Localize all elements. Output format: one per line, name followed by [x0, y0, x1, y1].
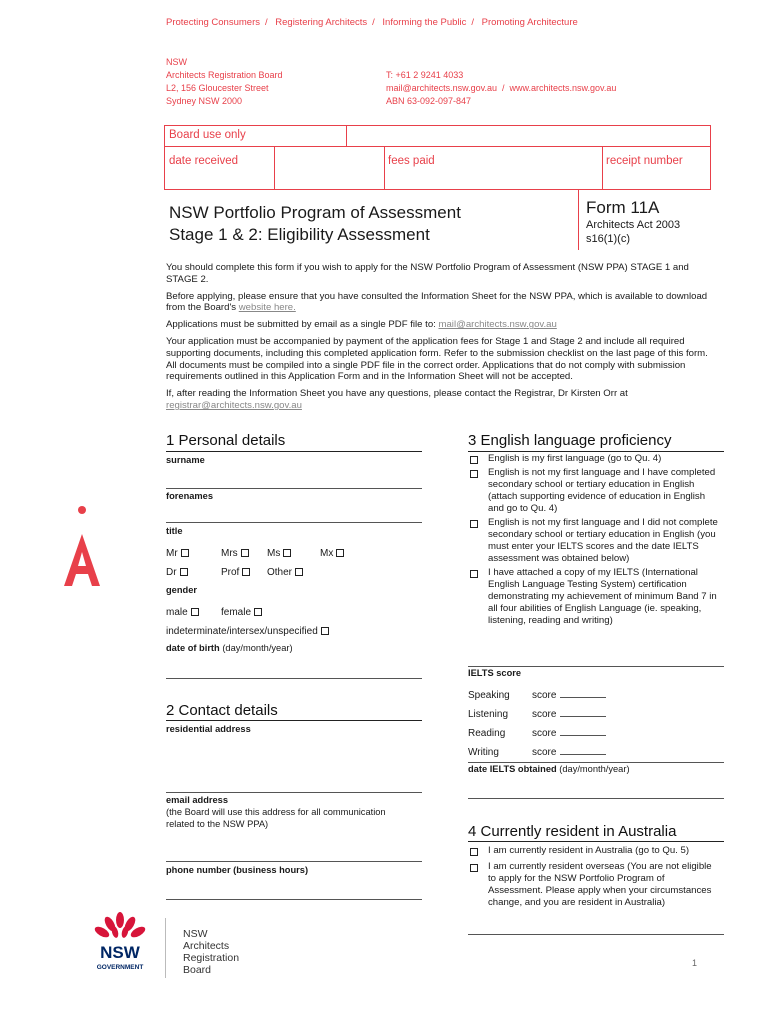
email-web: mail@architects.nsw.gov.au / www.architects.nsw.gov.au — [386, 83, 617, 93]
fees-paid-label: fees paid — [388, 155, 435, 167]
dob-field[interactable] — [166, 678, 422, 679]
title-divider — [578, 190, 579, 250]
forenames-field[interactable] — [166, 522, 422, 523]
nav-item: Promoting Architecture — [481, 17, 578, 28]
date-received-label: date received — [169, 155, 239, 167]
surname-label: surname — [166, 455, 205, 465]
gender-female-option[interactable]: female — [221, 607, 262, 618]
title-option-mx[interactable]: Mx — [320, 548, 344, 559]
score-input-speaking[interactable]: score — [532, 690, 606, 701]
registrar-link[interactable]: registrar@architects.nsw.gov.au — [166, 399, 302, 411]
phone: T: +61 2 9241 4033 — [386, 70, 464, 80]
nav-item: Protecting Consumers — [166, 17, 260, 28]
board-use-table — [164, 125, 711, 190]
mail-link[interactable]: mail@architects.nsw.gov.au — [438, 319, 557, 331]
board-use-label: Board use only — [169, 129, 246, 141]
receipt-number-label: receipt number — [606, 155, 683, 167]
title-option-prof[interactable]: Prof — [221, 567, 250, 578]
surname-field[interactable] — [166, 488, 422, 489]
nav-item: Registering Architects — [275, 17, 368, 28]
nsw-government-logo-icon — [88, 910, 152, 979]
email-field[interactable] — [166, 861, 422, 862]
abn: ABN 63-092-097-847 — [386, 96, 472, 106]
residential-address-label: residential address — [166, 724, 251, 734]
resident-option[interactable]: I am currently resident in Australia (go to Qu. 5) — [470, 845, 720, 857]
ielts-date-field[interactable] — [468, 798, 724, 799]
phone-field[interactable] — [166, 899, 422, 900]
score-input-reading[interactable]: score — [532, 728, 606, 739]
email-label: email address — [166, 795, 229, 805]
email-note: (the Board will use this address for all communication related to the NSW PPA) — [166, 807, 386, 829]
english-option[interactable]: English is not my first language and I did not complete secondary school or tertiary education in English (you must enter your IELTS scores and the date IELTS assessment was obtained below) — [470, 517, 720, 565]
title-option-dr[interactable]: Dr — [166, 567, 188, 578]
section-personal-heading: 1 Personal details — [166, 432, 286, 449]
forenames-label: forenames — [166, 491, 214, 501]
title-label: title — [166, 526, 183, 536]
logo-word: NSW — [100, 943, 140, 962]
title-option-mrs[interactable]: Mrs — [221, 548, 249, 559]
logo-sub: GOVERNMENT — [96, 964, 144, 971]
gender-indeterminate-option[interactable]: indeterminate/intersex/unspecified — [166, 626, 329, 637]
nav-item: Informing the Public — [382, 17, 467, 28]
title-option-other[interactable]: Other — [267, 567, 303, 578]
resident-options — [470, 845, 720, 911]
title-option-mr[interactable]: Mr — [166, 548, 189, 559]
score-row-speaking: Speaking — [468, 690, 510, 701]
ielts-score-label: IELTS score — [468, 668, 522, 678]
form-title: NSW Portfolio Program of Assessment Stage 1 & 2: Eligibility Assessment — [169, 203, 461, 244]
page-number: 1 — [692, 958, 698, 968]
header-nav: Protecting Consumers / Registering Architects / Informing the Public / Promoting Architecture — [166, 17, 578, 28]
section-english-heading: 3 English language proficiency — [468, 432, 672, 449]
website-link[interactable]: website here. — [238, 302, 296, 314]
arb-logo-icon — [58, 500, 106, 595]
form-number: Form 11A Architects Act 2003 s16(1)(c) — [586, 198, 681, 245]
title-option-ms[interactable]: Ms — [267, 548, 291, 559]
score-input-listening[interactable]: score — [532, 709, 606, 720]
resident-option[interactable]: I am currently resident overseas (You are not eligible to apply for the NSW Portfolio Program of Assessment. Please apply when your circumstances change, and you are resident in Australia) — [470, 861, 720, 909]
gender-male-option[interactable]: male — [166, 607, 199, 618]
english-options — [470, 453, 720, 629]
residential-address-field[interactable] — [166, 792, 422, 793]
score-row-reading: Reading — [468, 728, 506, 739]
dob-label: date of birth (day/month/year) — [166, 643, 293, 653]
footer-org: NSW Architects Registration Board — [183, 928, 240, 976]
org-address: NSW Architects Registration Board L2, 156 Gloucester Street Sydney NSW 2000 — [166, 57, 283, 106]
section-resident-heading: 4 Currently resident in Australia — [468, 823, 677, 840]
phone-label: phone number (business hours) — [166, 865, 309, 875]
english-option[interactable]: English is not my first language and I have completed secondary school or tertiary education in English (attach supporting evidence of education in English and go to Qu. 4) — [470, 467, 720, 515]
gender-label: gender — [166, 585, 197, 595]
english-option[interactable]: I have attached a copy of my IELTS (International English Language Testing System) certification demonstrating my achievement of minimum Band 7 in all four abilities of English Language (ie. speaking, listening, reading and writing) — [470, 567, 720, 627]
score-row-listening: Listening — [468, 709, 509, 720]
org-contact — [386, 69, 616, 108]
score-row-writing: Writing — [468, 747, 499, 758]
score-input-writing[interactable]: score — [532, 747, 606, 758]
ielts-date-label: date IELTS obtained (day/month/year) — [468, 764, 630, 774]
intro-text: You should complete this form if you wish to apply for the NSW Portfolio Program of Assessment (NSW PPA) STAGE 1 and STAGE 2. Before applying, please ensure that you have consulted the Information Sheet for the NSW PPA, which is available to download from the Board's website here. Applications must be submitted by email as a single PDF file to: mail@architects.nsw.gov.au Your application must be accompanied by payment of the application fees for Stage 1 and Stage 2 and include all required supporting documents, including this completed application form. Refer to the submission checklist on the last page of this form. All documents must be compiled into a single PDF file in the correct order. Applications that do not comply with submission requirements outlined in this Application Form and in the Information Sheet will not be accepted. If, after reading the Information Sheet you have any questions, please contact the Registrar, Dr Kirsten Orr at registrar@architects.nsw.gov.au — [166, 262, 708, 411]
section-contact-heading: 2 Contact details — [166, 702, 278, 719]
english-option[interactable]: English is my first language (go to Qu. 4) — [470, 453, 720, 465]
